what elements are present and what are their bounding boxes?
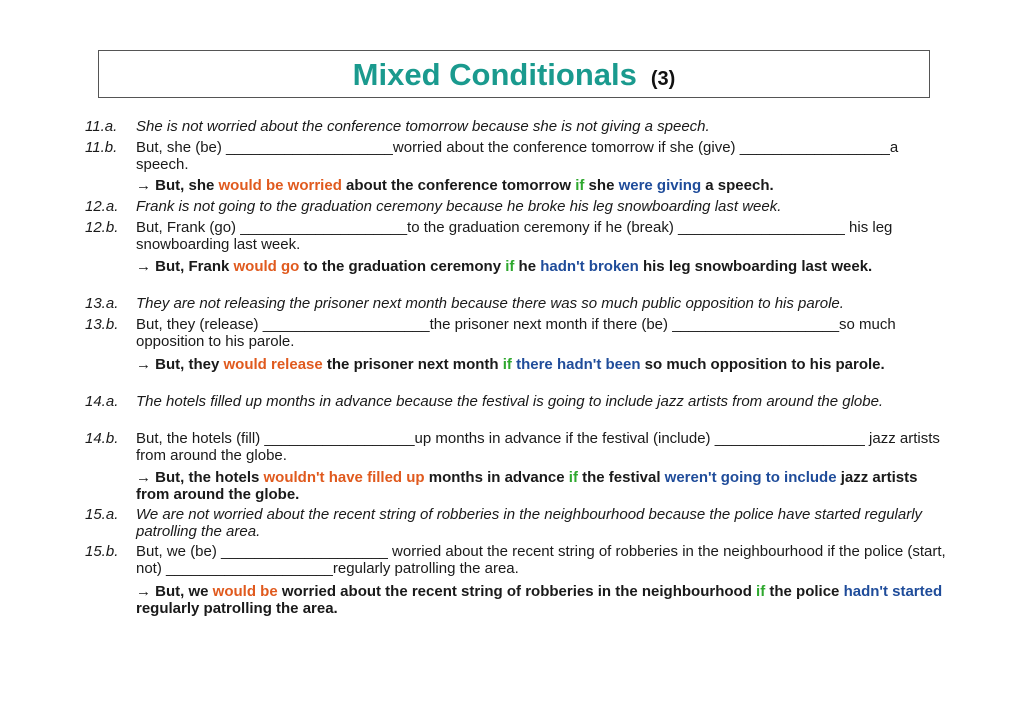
item-number: 14.a. [85,393,119,410]
if-clause-verb: hadn't broken [540,258,639,275]
arrow-icon: → [136,583,151,600]
fill-in-sentence: But, the hotels (fill) __________________up months in advance if the festival (include) __________________ jazz artists from around the globe. [136,430,940,464]
fill-in-sentence: But, we (be) ____________________ worried about the recent string of robberies in the neighbourhood if the police (start, not) ____________________regularly patrolling the area. [136,543,946,577]
answer-text: months in advance [424,469,569,486]
item-number: 12.b. [85,219,119,236]
prompt-sentence: They are not releasing the prisoner next month because there was so much public opposition to his parole. [136,295,844,312]
answer-sentence [136,469,948,503]
if-keyword: if [568,469,578,486]
prompt-sentence: We are not worried about the recent string of robberies in the neighbourhood because the police have started regularly patrolling the area. [136,506,923,540]
if-keyword: if [505,258,515,275]
title-number: (3) [650,68,676,90]
if-keyword: if [756,583,766,600]
answer-text: But, the hotels [151,469,264,486]
item-number: 11.a. [85,118,118,135]
fill-in-sentence: But, they (release) ____________________the prisoner next month if there (be) ____________________so much opposition to his parole. [136,316,896,350]
arrow-icon: → [136,177,151,194]
arrow-icon: → [136,469,151,486]
item-number: 13.b. [85,316,119,333]
main-clause-verb: wouldn't have filled up [263,469,425,486]
page-title: Mixed Conditionals [352,57,637,92]
if-clause-verb: were giving [618,177,702,194]
answer-text: worried about the recent string of robberies in the neighbourhood [277,583,757,600]
item-number: 15.b. [85,543,119,560]
fill-in-sentence: But, she (be) ____________________worried about the conference tomorrow if she (give) __________________a speech. [136,139,899,173]
item-number: 12.a. [85,198,119,215]
answer-text: he [514,258,541,275]
item-number: 13.a. [85,295,119,312]
answer-text: so much opposition to his parole. [640,356,885,373]
if-clause-verb: weren't going to include [664,469,837,486]
answer-text: the festival [577,469,665,486]
answer-text: about the conference tomorrow [341,177,576,194]
answer-text: jazz artists from around the globe. [136,469,918,503]
answer-text: the police [765,583,844,600]
answer-sentence [136,177,948,194]
answer-text: she [584,177,619,194]
answer-sentence [136,583,948,617]
answer-text: But, we [151,583,213,600]
prompt-sentence: She is not worried about the conference tomorrow because she is not giving a speech. [136,118,710,135]
answer-text: But, they [151,356,224,373]
if-clause-verb: there hadn't been [516,356,641,373]
answer-text: But, she [151,177,219,194]
answer-text: a speech. [701,177,774,194]
answer-sentence [136,356,948,373]
title-box [98,50,930,98]
prompt-sentence: The hotels filled up months in advance because the festival is going to include jazz artists from around the globe. [136,393,884,410]
arrow-icon: → [136,258,151,275]
if-keyword: if [502,356,512,373]
fill-in-sentence: But, Frank (go) ____________________to the graduation ceremony if he (break) ____________________ his leg snowboarding last week. [136,219,893,253]
item-number: 14.b. [85,430,119,447]
prompt-sentence: Frank is not going to the graduation ceremony because he broke his leg snowboarding last week. [136,198,782,215]
if-keyword: if [575,177,585,194]
answer-text: his leg snowboarding last week. [638,258,873,275]
answer-text: the prisoner next month [322,356,503,373]
answer-text: to the graduation ceremony [299,258,506,275]
main-clause-verb: would be [212,583,278,600]
item-number: 15.a. [85,506,119,523]
main-clause-verb: would release [223,356,323,373]
item-number: 11.b. [85,139,118,156]
main-clause-verb: would be worried [218,177,342,194]
answer-text: But, Frank [151,258,234,275]
if-clause-verb: hadn't started [843,583,943,600]
answer-sentence [136,258,948,275]
answer-text: regularly patrolling the area. [136,600,338,617]
arrow-icon: → [136,356,151,373]
main-clause-verb: would go [233,258,300,275]
